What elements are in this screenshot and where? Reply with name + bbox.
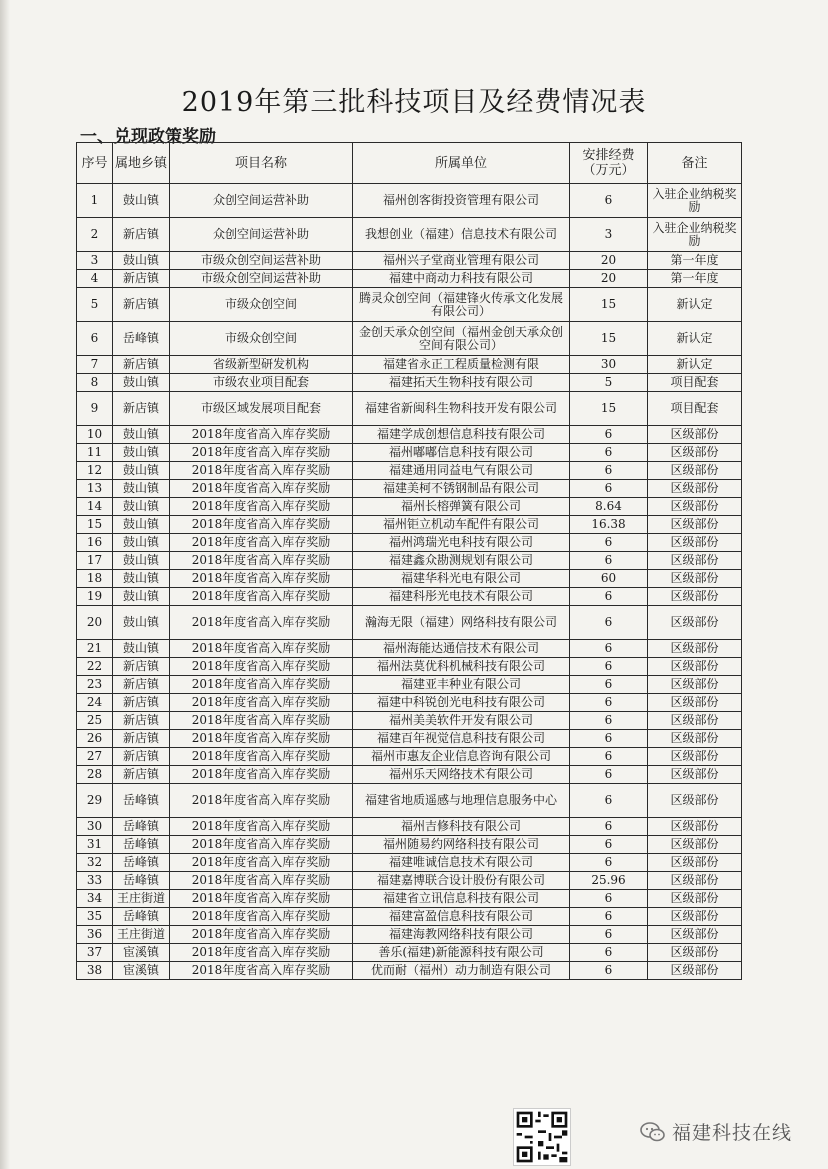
table-row — [77, 480, 742, 498]
cell-project: 众创空间运营补助 — [170, 184, 353, 218]
cell-seq: 9 — [77, 392, 113, 426]
cell-unit: 优而耐（福州）动力制造有限公司 — [353, 962, 570, 980]
table-row — [77, 374, 742, 392]
cell-unit: 福州法莫优科机械科技有限公司 — [353, 658, 570, 676]
cell-funds: 6 — [570, 552, 648, 570]
cell-town: 新店镇 — [113, 356, 170, 374]
cell-town: 岳峰镇 — [113, 836, 170, 854]
cell-unit: 福建海教网络科技有限公司 — [353, 926, 570, 944]
cell-funds: 6 — [570, 818, 648, 836]
table-row — [77, 676, 742, 694]
cell-seq: 15 — [77, 516, 113, 534]
cell-project: 2018年度省高入库存奖励 — [170, 462, 353, 480]
cell-funds: 6 — [570, 908, 648, 926]
cell-project: 2018年度省高入库存奖励 — [170, 676, 353, 694]
cell-town: 鼓山镇 — [113, 588, 170, 606]
table-row — [77, 444, 742, 462]
cell-seq: 11 — [77, 444, 113, 462]
cell-funds: 6 — [570, 606, 648, 640]
cell-note: 区级部份 — [648, 784, 742, 818]
cell-unit: 福建唯诚信息技术有限公司 — [353, 854, 570, 872]
table-row — [77, 462, 742, 480]
cell-project: 2018年度省高入库存奖励 — [170, 516, 353, 534]
cell-project: 市级众创空间运营补助 — [170, 252, 353, 270]
cell-seq: 20 — [77, 606, 113, 640]
cell-town: 鼓山镇 — [113, 426, 170, 444]
cell-note: 区级部份 — [648, 748, 742, 766]
cell-project: 2018年度省高入库存奖励 — [170, 730, 353, 748]
cell-unit: 福州钜立机动车配件有限公司 — [353, 516, 570, 534]
cell-funds: 6 — [570, 712, 648, 730]
cell-project: 2018年度省高入库存奖励 — [170, 640, 353, 658]
header-funds: 安排经费（万元） — [570, 143, 648, 184]
cell-unit: 福州市惠友企业信息咨询有限公司 — [353, 748, 570, 766]
table-row — [77, 552, 742, 570]
cell-note: 第一年度 — [648, 270, 742, 288]
cell-note: 区级部份 — [648, 712, 742, 730]
cell-note: 区级部份 — [648, 818, 742, 836]
cell-town: 鼓山镇 — [113, 516, 170, 534]
header-project: 项目名称 — [170, 143, 353, 184]
cell-seq: 34 — [77, 890, 113, 908]
cell-seq: 22 — [77, 658, 113, 676]
cell-note: 区级部份 — [648, 570, 742, 588]
cell-project: 2018年度省高入库存奖励 — [170, 962, 353, 980]
cell-note: 入驻企业纳税奖励 — [648, 184, 742, 218]
cell-unit: 福建学成创想信息科技有限公司 — [353, 426, 570, 444]
cell-town: 新店镇 — [113, 270, 170, 288]
cell-seq: 33 — [77, 872, 113, 890]
cell-funds: 6 — [570, 184, 648, 218]
table-row — [77, 426, 742, 444]
cell-unit: 我想创业（福建）信息技术有限公司 — [353, 218, 570, 252]
table-row — [77, 784, 742, 818]
header-town: 属地乡镇 — [113, 143, 170, 184]
cell-project: 2018年度省高入库存奖励 — [170, 606, 353, 640]
cell-town: 鼓山镇 — [113, 480, 170, 498]
cell-note: 区级部份 — [648, 588, 742, 606]
cell-project: 2018年度省高入库存奖励 — [170, 908, 353, 926]
cell-project: 市级农业项目配套 — [170, 374, 353, 392]
cell-project: 2018年度省高入库存奖励 — [170, 712, 353, 730]
cell-unit: 福建拓天生物科技有限公司 — [353, 374, 570, 392]
cell-project: 2018年度省高入库存奖励 — [170, 890, 353, 908]
table-row — [77, 252, 742, 270]
cell-town: 鼓山镇 — [113, 534, 170, 552]
cell-funds: 6 — [570, 640, 648, 658]
cell-project: 市级众创空间 — [170, 288, 353, 322]
cell-project: 2018年度省高入库存奖励 — [170, 854, 353, 872]
cell-funds: 6 — [570, 836, 648, 854]
cell-project: 2018年度省高入库存奖励 — [170, 926, 353, 944]
cell-town: 鼓山镇 — [113, 498, 170, 516]
table-row — [77, 356, 742, 374]
cell-unit: 福建省永正工程质量检测有限 — [353, 356, 570, 374]
cell-unit: 福州长榕弹簧有限公司 — [353, 498, 570, 516]
table-row — [77, 836, 742, 854]
cell-project: 市级众创空间运营补助 — [170, 270, 353, 288]
cell-seq: 23 — [77, 676, 113, 694]
cell-town: 鼓山镇 — [113, 640, 170, 658]
cell-project: 市级区域发展项目配套 — [170, 392, 353, 426]
cell-funds: 8.64 — [570, 498, 648, 516]
cell-town: 新店镇 — [113, 730, 170, 748]
cell-seq: 28 — [77, 766, 113, 784]
cell-town: 鼓山镇 — [113, 374, 170, 392]
cell-seq: 5 — [77, 288, 113, 322]
cell-funds: 15 — [570, 322, 648, 356]
cell-town: 鼓山镇 — [113, 570, 170, 588]
cell-town: 宦溪镇 — [113, 944, 170, 962]
cell-seq: 35 — [77, 908, 113, 926]
cell-town: 新店镇 — [113, 748, 170, 766]
cell-funds: 5 — [570, 374, 648, 392]
table-row — [77, 570, 742, 588]
cell-unit: 福州随易约网络科技有限公司 — [353, 836, 570, 854]
table-row — [77, 712, 742, 730]
table-row — [77, 766, 742, 784]
cell-note: 项目配套 — [648, 392, 742, 426]
cell-seq: 12 — [77, 462, 113, 480]
table-row — [77, 854, 742, 872]
cell-town: 鼓山镇 — [113, 606, 170, 640]
cell-note: 区级部份 — [648, 552, 742, 570]
page-edge-shadow — [0, 0, 10, 1169]
cell-seq: 14 — [77, 498, 113, 516]
qr-code-icon — [513, 1108, 571, 1166]
cell-seq: 26 — [77, 730, 113, 748]
cell-seq: 6 — [77, 322, 113, 356]
cell-town: 王庄街道 — [113, 926, 170, 944]
cell-unit: 福州兴子堂商业管理有限公司 — [353, 252, 570, 270]
header-note: 备注 — [648, 143, 742, 184]
cell-seq: 37 — [77, 944, 113, 962]
cell-seq: 8 — [77, 374, 113, 392]
cell-seq: 2 — [77, 218, 113, 252]
cell-town: 新店镇 — [113, 218, 170, 252]
cell-project: 市级众创空间 — [170, 322, 353, 356]
cell-town: 宦溪镇 — [113, 962, 170, 980]
cell-seq: 32 — [77, 854, 113, 872]
cell-note: 区级部份 — [648, 498, 742, 516]
cell-funds: 6 — [570, 890, 648, 908]
cell-funds: 6 — [570, 444, 648, 462]
cell-town: 岳峰镇 — [113, 854, 170, 872]
cell-town: 岳峰镇 — [113, 818, 170, 836]
cell-project: 2018年度省高入库存奖励 — [170, 944, 353, 962]
cell-note: 项目配套 — [648, 374, 742, 392]
cell-note: 区级部份 — [648, 606, 742, 640]
cell-funds: 6 — [570, 694, 648, 712]
cell-funds: 6 — [570, 944, 648, 962]
cell-seq: 13 — [77, 480, 113, 498]
watermark-text: 福建科技在线 — [672, 1122, 793, 1144]
cell-funds: 15 — [570, 392, 648, 426]
cell-seq: 18 — [77, 570, 113, 588]
cell-seq: 19 — [77, 588, 113, 606]
cell-funds: 20 — [570, 252, 648, 270]
cell-seq: 4 — [77, 270, 113, 288]
cell-unit: 福州乐天网络技术有限公司 — [353, 766, 570, 784]
cell-funds: 3 — [570, 218, 648, 252]
cell-project: 2018年度省高入库存奖励 — [170, 444, 353, 462]
table-row — [77, 658, 742, 676]
cell-seq: 30 — [77, 818, 113, 836]
cell-note: 区级部份 — [648, 766, 742, 784]
table-row — [77, 818, 742, 836]
cell-funds: 6 — [570, 748, 648, 766]
cell-project: 2018年度省高入库存奖励 — [170, 588, 353, 606]
cell-project: 2018年度省高入库存奖励 — [170, 498, 353, 516]
cell-funds: 6 — [570, 534, 648, 552]
cell-funds: 30 — [570, 356, 648, 374]
cell-funds: 6 — [570, 480, 648, 498]
cell-note: 区级部份 — [648, 516, 742, 534]
cell-seq: 31 — [77, 836, 113, 854]
cell-note: 区级部份 — [648, 872, 742, 890]
document-title: 2019年第三批科技项目及经费情况表 — [181, 87, 647, 118]
table-row — [77, 588, 742, 606]
section-heading: 一、兑现政策奖励 — [80, 127, 216, 147]
cell-note: 第一年度 — [648, 252, 742, 270]
cell-note: 区级部份 — [648, 444, 742, 462]
cell-unit: 福建华科光电有限公司 — [353, 570, 570, 588]
cell-note: 区级部份 — [648, 462, 742, 480]
table-row — [77, 288, 742, 322]
cell-project: 2018年度省高入库存奖励 — [170, 872, 353, 890]
cell-unit: 福建科彤光电技术有限公司 — [353, 588, 570, 606]
table-row — [77, 694, 742, 712]
cell-seq: 16 — [77, 534, 113, 552]
table-row — [77, 322, 742, 356]
cell-town: 鼓山镇 — [113, 552, 170, 570]
cell-unit: 善乐(福建)新能源科技有限公司 — [353, 944, 570, 962]
cell-town: 鼓山镇 — [113, 444, 170, 462]
cell-funds: 6 — [570, 658, 648, 676]
cell-seq: 10 — [77, 426, 113, 444]
cell-funds: 6 — [570, 854, 648, 872]
cell-unit: 福州美美软件开发有限公司 — [353, 712, 570, 730]
cell-town: 王庄街道 — [113, 890, 170, 908]
cell-project: 2018年度省高入库存奖励 — [170, 480, 353, 498]
watermark — [640, 1118, 792, 1145]
cell-note: 区级部份 — [648, 640, 742, 658]
cell-note: 区级部份 — [648, 908, 742, 926]
table-row — [77, 962, 742, 980]
table-header-row — [77, 143, 742, 184]
table-row — [77, 926, 742, 944]
cell-funds: 6 — [570, 962, 648, 980]
cell-seq: 17 — [77, 552, 113, 570]
cell-note: 新认定 — [648, 356, 742, 374]
cell-unit: 福州创客街投资管理有限公司 — [353, 184, 570, 218]
cell-unit: 福建省立讯信息科技有限公司 — [353, 890, 570, 908]
cell-unit: 福建省地质遥感与地理信息服务中心 — [353, 784, 570, 818]
cell-funds: 6 — [570, 462, 648, 480]
table-row — [77, 872, 742, 890]
cell-funds: 15 — [570, 288, 648, 322]
cell-note: 区级部份 — [648, 854, 742, 872]
cell-note: 区级部份 — [648, 658, 742, 676]
table-row — [77, 944, 742, 962]
cell-funds: 6 — [570, 676, 648, 694]
cell-project: 2018年度省高入库存奖励 — [170, 836, 353, 854]
cell-town: 鼓山镇 — [113, 462, 170, 480]
cell-note: 新认定 — [648, 288, 742, 322]
cell-unit: 福建嘉博联合设计股份有限公司 — [353, 872, 570, 890]
table-row — [77, 606, 742, 640]
cell-unit: 福建百年视觉信息科技有限公司 — [353, 730, 570, 748]
cell-project: 2018年度省高入库存奖励 — [170, 552, 353, 570]
cell-unit: 福建省新闽科生物科技开发有限公司 — [353, 392, 570, 426]
wechat-icon — [640, 1121, 666, 1143]
cell-unit: 福建中科锐创光电科技有限公司 — [353, 694, 570, 712]
table-row — [77, 270, 742, 288]
cell-town: 新店镇 — [113, 712, 170, 730]
cell-town: 岳峰镇 — [113, 784, 170, 818]
cell-seq: 29 — [77, 784, 113, 818]
cell-note: 区级部份 — [648, 676, 742, 694]
cell-unit: 福州嘟嘟信息科技有限公司 — [353, 444, 570, 462]
cell-unit: 瀚海无限（福建）网络科技有限公司 — [353, 606, 570, 640]
cell-note: 区级部份 — [648, 944, 742, 962]
cell-unit: 福建鑫众勘测规划有限公司 — [353, 552, 570, 570]
cell-town: 新店镇 — [113, 658, 170, 676]
cell-note: 区级部份 — [648, 534, 742, 552]
cell-unit: 福州海能达通信技术有限公司 — [353, 640, 570, 658]
cell-project: 2018年度省高入库存奖励 — [170, 818, 353, 836]
cell-unit: 腾灵众创空间（福建锋火传承文化发展有限公司） — [353, 288, 570, 322]
cell-funds: 6 — [570, 426, 648, 444]
cell-seq: 1 — [77, 184, 113, 218]
cell-note: 区级部份 — [648, 962, 742, 980]
cell-project: 2018年度省高入库存奖励 — [170, 766, 353, 784]
cell-project: 2018年度省高入库存奖励 — [170, 534, 353, 552]
cell-town: 鼓山镇 — [113, 184, 170, 218]
cell-note: 区级部份 — [648, 926, 742, 944]
cell-town: 新店镇 — [113, 392, 170, 426]
cell-town: 岳峰镇 — [113, 908, 170, 926]
header-unit: 所属单位 — [353, 143, 570, 184]
cell-funds: 6 — [570, 784, 648, 818]
table-row — [77, 890, 742, 908]
cell-note: 区级部份 — [648, 730, 742, 748]
table-row — [77, 534, 742, 552]
cell-unit: 福建亚丰种业有限公司 — [353, 676, 570, 694]
cell-town: 新店镇 — [113, 694, 170, 712]
cell-town: 新店镇 — [113, 766, 170, 784]
table-body — [77, 184, 742, 980]
cell-seq: 7 — [77, 356, 113, 374]
table-row — [77, 640, 742, 658]
cell-town: 岳峰镇 — [113, 322, 170, 356]
cell-note: 区级部份 — [648, 480, 742, 498]
table-row — [77, 218, 742, 252]
cell-note: 区级部份 — [648, 426, 742, 444]
cell-note: 区级部份 — [648, 890, 742, 908]
cell-seq: 36 — [77, 926, 113, 944]
cell-project: 2018年度省高入库存奖励 — [170, 784, 353, 818]
cell-note: 区级部份 — [648, 836, 742, 854]
table-row — [77, 392, 742, 426]
header-seq: 序号 — [77, 143, 113, 184]
cell-project: 省级新型研发机构 — [170, 356, 353, 374]
cell-unit: 福州鸿瑞光电科技有限公司 — [353, 534, 570, 552]
cell-seq: 3 — [77, 252, 113, 270]
table-row — [77, 516, 742, 534]
cell-funds: 20 — [570, 270, 648, 288]
cell-unit: 福建中商动力科技有限公司 — [353, 270, 570, 288]
cell-project: 2018年度省高入库存奖励 — [170, 748, 353, 766]
cell-funds: 6 — [570, 766, 648, 784]
cell-seq: 21 — [77, 640, 113, 658]
cell-funds: 6 — [570, 926, 648, 944]
cell-funds: 25.96 — [570, 872, 648, 890]
cell-project: 2018年度省高入库存奖励 — [170, 658, 353, 676]
table-row — [77, 748, 742, 766]
cell-funds: 6 — [570, 730, 648, 748]
funding-table — [76, 142, 742, 980]
cell-town: 岳峰镇 — [113, 872, 170, 890]
cell-project: 2018年度省高入库存奖励 — [170, 570, 353, 588]
cell-funds: 16.38 — [570, 516, 648, 534]
cell-note: 入驻企业纳税奖励 — [648, 218, 742, 252]
table-row — [77, 908, 742, 926]
cell-town: 鼓山镇 — [113, 252, 170, 270]
cell-funds: 6 — [570, 588, 648, 606]
table-row — [77, 498, 742, 516]
cell-project: 2018年度省高入库存奖励 — [170, 426, 353, 444]
cell-town: 新店镇 — [113, 288, 170, 322]
cell-unit: 金创天承众创空间（福州金创天承众创空间有限公司） — [353, 322, 570, 356]
cell-unit: 福建美柯不锈钢制品有限公司 — [353, 480, 570, 498]
cell-town: 新店镇 — [113, 676, 170, 694]
cell-unit: 福建富盈信息科技有限公司 — [353, 908, 570, 926]
cell-seq: 38 — [77, 962, 113, 980]
cell-project: 2018年度省高入库存奖励 — [170, 694, 353, 712]
cell-funds: 60 — [570, 570, 648, 588]
cell-unit: 福州吉修科技有限公司 — [353, 818, 570, 836]
cell-note: 新认定 — [648, 322, 742, 356]
cell-seq: 25 — [77, 712, 113, 730]
table-row — [77, 184, 742, 218]
cell-project: 众创空间运营补助 — [170, 218, 353, 252]
cell-unit: 福建通用同益电气有限公司 — [353, 462, 570, 480]
table-row — [77, 730, 742, 748]
cell-seq: 27 — [77, 748, 113, 766]
cell-seq: 24 — [77, 694, 113, 712]
cell-note: 区级部份 — [648, 694, 742, 712]
